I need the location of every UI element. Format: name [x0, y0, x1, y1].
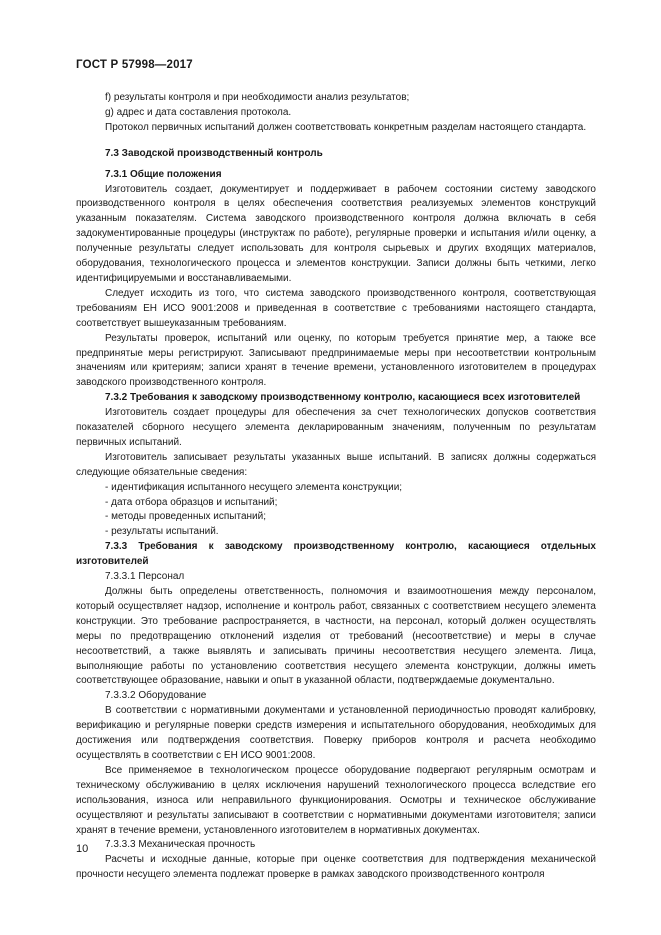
section-heading: 7.3 Заводской производственный контроль [105, 147, 323, 159]
paragraph: Расчеты и исходные данные, которые при оценке соответствия для подтверждения механической прочности несущего элемента подлежат проверке в рамках заводского производственного контроля [76, 854, 596, 881]
paragraph: - идентификация испытанного несущего элемента конструкции; [105, 481, 403, 493]
paragraph: Протокол первичных испытаний должен соответствовать конкретным разделам настоящего стандарта. [105, 121, 587, 133]
paragraph: g) адрес и дата составления протокола. [105, 106, 292, 118]
paragraph: Результаты проверок, испытаний или оценку, по которым требуется принятие мер, а также все предпринятые меры регистрируют. Записывают предпринимаемые меры при несоответствии контрольным значениям или критериям; записи хранят в течение времени, установленного изготовителем в процедурах заводского производственного контроля. [76, 332, 596, 389]
paragraph: Изготовитель создает процедуры для обеспечения за счет технологических допусков соответствия показателей сборного несущего элемента декларированным значениям, полученным по результатам первичных испытаний. [76, 407, 596, 448]
section-heading: 7.3.1 Общие положения [105, 168, 222, 180]
paragraph: Должны быть определены ответственность, полномочия и взаимоотношения между персоналом, который осуществляет надзор, исполнение и контроль работ, связанных с соответствием несущего элемента конструкции. Это требование распространяется, в частности, на персонал, который должен осуществлять меры по предотвращению отклонений изделия от требований (несоответствие) и меры в случае несоответствий, а также выявлять и записывать причины несоответствия несущего элемента. Лица, выполняющие работы по установлению соответствия несущего элемента конструкции, должны иметь соответствующее образование, навыки и опыт в указанной области, подтверждаемые документально. [76, 586, 596, 687]
document-body [76, 91, 596, 883]
paragraph: В соответствии с нормативными документами и установленной периодичностью проводят калибровку, верификацию и регулярные поверки средств измерения и испытательного оборудования, необходимых для достижения или подтверждения соответствия. Поверку приборов контроля и расчета необходимо осуществлять в соответствии с ЕН ИСО 9001:2008. [76, 705, 596, 761]
page-number: 10 [76, 843, 89, 855]
paragraph: 7.3.3.2 Оборудование [105, 690, 207, 702]
section-heading: 7.3.3 Требования к заводскому производственному контролю, касающиеся отдельных изготовителей [76, 541, 596, 568]
paragraph: 7.3.3.3 Механическая прочность [105, 839, 256, 851]
document-header: ГОСТ Р 57998—2017 [76, 59, 193, 71]
paragraph: Все применяемое в технологическом процессе оборудование подвергают регулярным осмотрам и техническому обслуживанию в целях исключения нарушений технологического процесса вследствие его использования, износа или неправильного функционирования. Осмотры и техническое обслуживание осуществляют и результаты записывают в соответствии с нормативными документами изготовителя; записи хранят в течение времени, установленного изготовителем в нормативных документах. [76, 764, 596, 836]
paragraph: Изготовитель записывает результаты указанных выше испытаний. В записях должны содержаться следующие обязательные сведения: [76, 451, 596, 478]
paragraph: - результаты испытаний. [105, 526, 219, 538]
paragraph: - дата отбора образцов и испытаний; [105, 496, 278, 508]
paragraph: - методы проведенных испытаний; [105, 511, 267, 523]
paragraph: 7.3.3.1 Персонал [105, 571, 185, 583]
paragraph: Изготовитель создает, документирует и поддерживает в рабочем состоянии систему заводского производственного контроля в целях обеспечения соответствия реализуемых элементов конструкций указанным показателям. Система заводского производственного контроля должна включать в себя задокументированные процедуры (инструктаж по работе), регулярные проверки и испытания и/или оценку, а полученные результаты следует использовать для контроля сырьевых и других входящих материалов, оборудования, технологического процесса и элементов конструкции. Записи должны быть четкими, легко идентифицируемыми и восстанавливаемыми. [76, 183, 596, 284]
section-heading: 7.3.2 Требования к заводскому производственному контролю, касающиеся всех изготовителей [105, 392, 581, 404]
paragraph: Следует исходить из того, что система заводского производственного контроля, соответствующая требованиям ЕН ИСО 9001:2008 и приведенная в соответствие с требованиями настоящего стандарта, соответствует вышеуказанным требованиям. [76, 287, 596, 329]
paragraph: f) результаты контроля и при необходимости анализ результатов; [105, 92, 410, 103]
